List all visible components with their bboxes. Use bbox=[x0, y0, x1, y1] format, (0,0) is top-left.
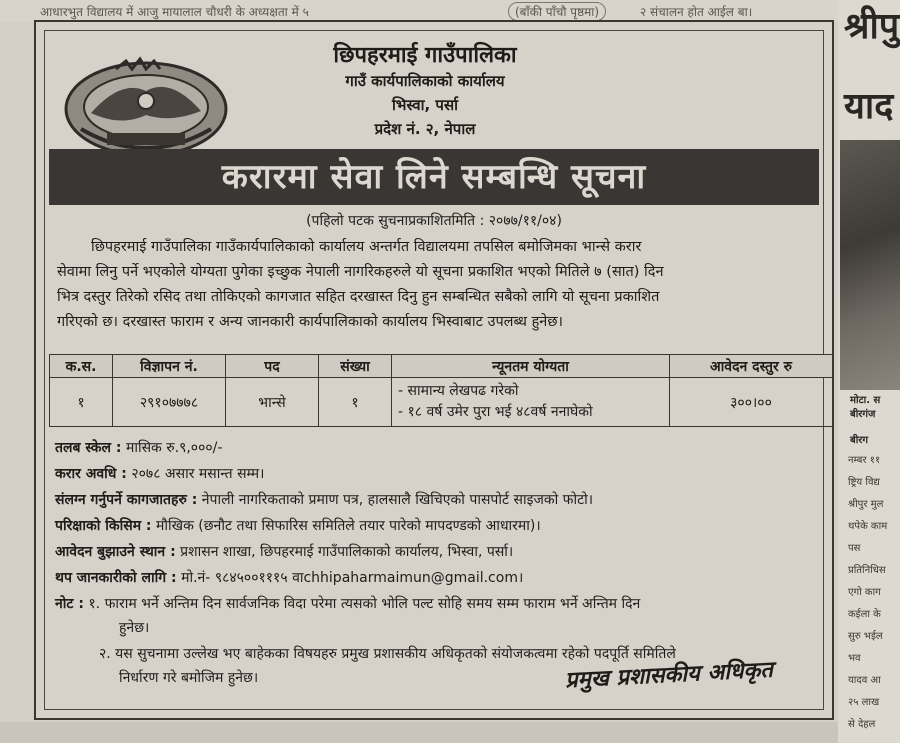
signature: प्रमुख प्रशासकीय अधिकृत bbox=[564, 656, 774, 694]
intro-line: छिपहरमाई गाउँपालिका गाउँकार्यपालिकाको कार्यालय अन्तर्गत विद्यालयमा तपसिल बमोजिमका भान्से करार bbox=[91, 239, 642, 255]
column-header-sn: क.स. bbox=[50, 355, 113, 378]
documents-value: नेपाली नागरिकताको प्रमाण पत्र, हालसालै खिचिएको पासपोर्ट साइजको फोटो। bbox=[201, 492, 594, 508]
adjacent-news-text-right: २ संचालन होत आईल बा। bbox=[640, 5, 753, 19]
column-header-ad-no: विज्ञापन नं. bbox=[113, 355, 226, 378]
exam-label: परिक्षाको किसिम : bbox=[55, 518, 152, 534]
side-photo bbox=[840, 140, 900, 390]
note-1-continuation: हुनेछ। bbox=[119, 620, 150, 636]
notice-inner-frame bbox=[44, 30, 824, 710]
cell-ad-no: २९१०७७७८ bbox=[113, 378, 226, 427]
cell-fee: ३००।०० bbox=[670, 378, 833, 427]
side-text-line: थपेके काम bbox=[848, 521, 888, 532]
note-2-text: २. यस सुचनामा उल्लेख भए बाहेकका विषयहरु प्रमुख प्रशासकीय अधिकृतको संयोजकत्वमा रहेको पदपूर्ति समितिले bbox=[99, 646, 676, 662]
table-header-row bbox=[50, 355, 833, 378]
qualification-item: - १८ वर्ष उमेर पुरा भई ४८वर्ष ननाघेको bbox=[398, 404, 593, 420]
side-text-line: कईला के bbox=[848, 609, 881, 620]
province-line: प्रदेश नं. २, नेपाल bbox=[374, 120, 476, 138]
exam-value: मौखिक (छनौट तथा सिफारिस समितिले तयार पारेको मापदण्डको आधारमा)। bbox=[156, 518, 541, 534]
publish-date: (पहिलो पटक सुचनाप्रकाशितमिति : २०७७/११/०४) bbox=[306, 213, 562, 229]
intro-line: गरिएको छ। दरखास्त फाराम र अन्य जानकारी कार्यपालिकाको कार्यालय भिस्वाबाट उपलब्ध हुनेछ। bbox=[57, 314, 563, 330]
side-caption-3: बीरग bbox=[850, 435, 869, 446]
side-text-line: यादव आ bbox=[848, 675, 881, 686]
exam-line bbox=[55, 516, 541, 535]
cell-count: १ bbox=[319, 378, 392, 427]
side-text-line: श्रीपुर मुल bbox=[848, 499, 884, 510]
note-1-line bbox=[55, 594, 640, 613]
adjacent-news-text: आधारभुत विद्यालय में आजु मायालाल चौधरी के अध्यक्षता में ५ bbox=[40, 5, 309, 19]
side-text-line: प्रतिनिधिस bbox=[848, 565, 886, 576]
intro-paragraph bbox=[57, 235, 817, 335]
continued-badge: (बाँकी पाँचौ पृष्ठमा) bbox=[508, 2, 606, 21]
column-header-count: संख्या bbox=[319, 355, 392, 378]
notice-title: करारमा सेवा लिने सम्बन्धि सूचना bbox=[49, 149, 819, 205]
side-text-line: पस bbox=[848, 543, 861, 554]
nepal-emblem-icon bbox=[61, 49, 231, 159]
submission-label: आवेदन बुझाउने स्थान : bbox=[55, 544, 176, 560]
table-row bbox=[50, 378, 833, 427]
term-value: २०७८ असार मसान्त सम्म। bbox=[131, 466, 265, 482]
term-label: करार अवधि : bbox=[55, 466, 127, 482]
intro-line: भित्र दस्तुर तिरेको रसिद तथा तोकिएको कागजात सहित दरखास्त दिनु हुन सम्बन्धित सबैको लागि यो सूचना प्रकाशित bbox=[57, 289, 660, 305]
submission-value: प्रशासन शाखा, छिपहरमाई गाउँपालिकाको कार्यालय, भिस्वा, पर्सा। bbox=[180, 544, 514, 560]
page-bottom-margin bbox=[0, 722, 838, 743]
cell-post: भान्से bbox=[226, 378, 319, 427]
side-headline-1: श्रीपु bbox=[844, 5, 900, 47]
cell-sn: १ bbox=[50, 378, 113, 427]
side-text-line: ष्ट्रिय विद्य bbox=[848, 477, 880, 488]
side-headline-2: याद bbox=[844, 85, 894, 127]
column-header-fee: आवेदन दस्तुर रु bbox=[670, 355, 833, 378]
side-text-line: २५ लाख bbox=[848, 697, 880, 708]
contact-label: थप जानकारीको लागि : bbox=[55, 570, 177, 586]
column-header-qualification: न्यूनतम योग्यता bbox=[392, 355, 670, 378]
side-caption-1: मोटा. स bbox=[850, 395, 881, 406]
documents-line bbox=[55, 490, 593, 509]
note-label: नोट : bbox=[55, 596, 84, 612]
intro-line: सेवामा लिनु पर्ने भएकोले योग्यता पुगेका इच्छुक नेपाली नागरिकहरुले यो सूचना प्रकाशित भएको मितिले ७ (सात) दिन bbox=[57, 264, 664, 280]
office-location: भिस्वा, पर्सा bbox=[392, 96, 458, 114]
qualification-item: - सामान्य लेखपढ गरेको bbox=[398, 383, 519, 399]
documents-label: संलग्न गर्नुपर्ने कागजातहरु : bbox=[55, 492, 198, 508]
vacancy-table bbox=[49, 354, 833, 427]
contact-line bbox=[55, 568, 523, 587]
submission-line bbox=[55, 542, 513, 561]
side-caption-2: बीरगंज bbox=[850, 409, 876, 420]
column-header-post: पद bbox=[226, 355, 319, 378]
side-text-line: भव bbox=[848, 653, 861, 664]
contact-value: मो.नं- ९८४५००१११५ वाchhipaharmaimun@gmail.com। bbox=[181, 570, 524, 586]
side-text-line: से देहल bbox=[848, 719, 876, 730]
adjacent-news-column bbox=[838, 0, 900, 743]
public-notice bbox=[34, 20, 834, 720]
municipality-name: छिपहरमाई गाउँपालिका bbox=[333, 43, 517, 68]
side-text-line: नम्बर ११ bbox=[848, 455, 881, 466]
side-text-line: सुरु भईल bbox=[848, 631, 883, 642]
adjacent-news-strip bbox=[0, 0, 840, 22]
office-name: गाउँ कार्यपालिकाको कार्यालय bbox=[345, 72, 505, 90]
salary-value: मासिक रु.९,०००/- bbox=[125, 440, 223, 456]
side-text-line: एगो काग bbox=[848, 587, 881, 598]
salary-line bbox=[55, 438, 222, 457]
note-2-continuation: निर्धारण गरे बमोजिम हुनेछ। bbox=[119, 670, 259, 686]
salary-label: तलब स्केल : bbox=[55, 440, 122, 456]
cell-qualification bbox=[392, 378, 670, 427]
term-line bbox=[55, 464, 264, 483]
note-1-text: १. फाराम भर्ने अन्तिम दिन सार्वजनिक विदा परेमा त्यसको भोलि पल्ट सोहि समय सम्म फाराम भर्ने अन्तिम दिन bbox=[88, 596, 641, 612]
